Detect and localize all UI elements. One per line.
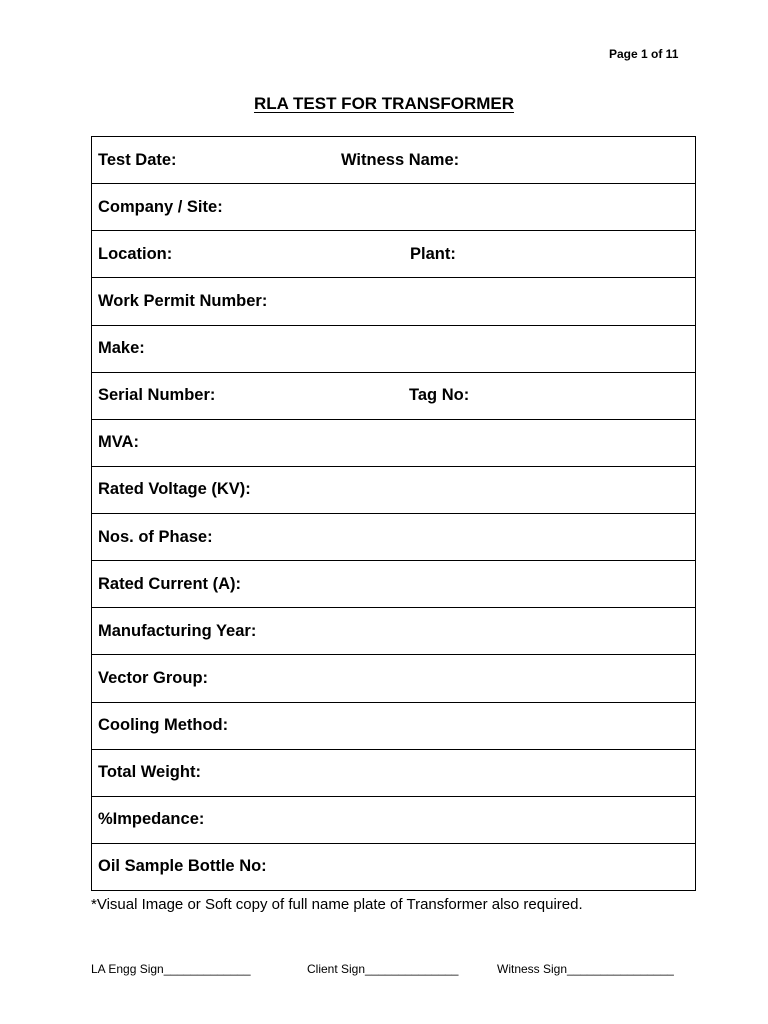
work-permit-label: Work Permit Number: [98, 291, 268, 310]
test-date-label: Test Date: [98, 150, 177, 169]
location-label: Location: [98, 244, 173, 263]
footnote: *Visual Image or Soft copy of full name plate of Transformer also required. [91, 896, 583, 913]
rated-voltage-label: Rated Voltage (KV): [98, 480, 251, 499]
vector-group-label: Vector Group: [98, 668, 209, 687]
rated-current-label: Rated Current (A): [98, 574, 241, 593]
form-row-vector-group [92, 654, 695, 701]
make-label: Make: [98, 339, 145, 358]
client-signature-line: Client Sign______________ [307, 962, 459, 976]
document-title-text: RLA TEST FOR TRANSFORMER [253, 94, 515, 113]
form-row-mva [92, 419, 695, 466]
mva-label: MVA: [98, 433, 139, 452]
form-row-impedance [92, 796, 695, 843]
form-row-nos-of-phase [92, 513, 695, 560]
form-row-total-weight [92, 749, 695, 796]
transformer-details-form [91, 136, 696, 891]
tag-no-label: Tag No: [409, 386, 470, 405]
form-row-location [92, 230, 695, 277]
form-row-serial-number [92, 372, 695, 419]
form-row-test-date [92, 137, 695, 183]
witness-name-label: Witness Name: [341, 150, 460, 169]
serial-number-label: Serial Number: [98, 386, 216, 405]
manufacturing-year-label: Manufacturing Year: [98, 621, 257, 640]
nos-of-phase-label: Nos. of Phase: [98, 527, 213, 546]
page-number: Page 1 of 11 [609, 47, 679, 61]
witness-signature-line: Witness Sign________________ [497, 962, 674, 976]
document-title [0, 94, 768, 114]
la-engg-signature-line: LA Engg Sign_____________ [91, 962, 251, 976]
form-row-cooling-method [92, 702, 695, 749]
cooling-method-label: Cooling Method: [98, 716, 229, 735]
form-row-manufacturing-year [92, 607, 695, 654]
plant-label: Plant: [410, 244, 456, 263]
form-row-make [92, 325, 695, 372]
form-row-rated-current [92, 560, 695, 607]
form-row-work-permit [92, 277, 695, 324]
form-row-oil-sample-bottle [92, 843, 695, 890]
form-row-rated-voltage [92, 466, 695, 513]
oil-sample-bottle-label: Oil Sample Bottle No: [98, 857, 267, 876]
impedance-label: %Impedance: [98, 810, 205, 829]
company-site-label: Company / Site: [98, 197, 223, 216]
total-weight-label: Total Weight: [98, 763, 201, 782]
form-row-company-site [92, 183, 695, 230]
